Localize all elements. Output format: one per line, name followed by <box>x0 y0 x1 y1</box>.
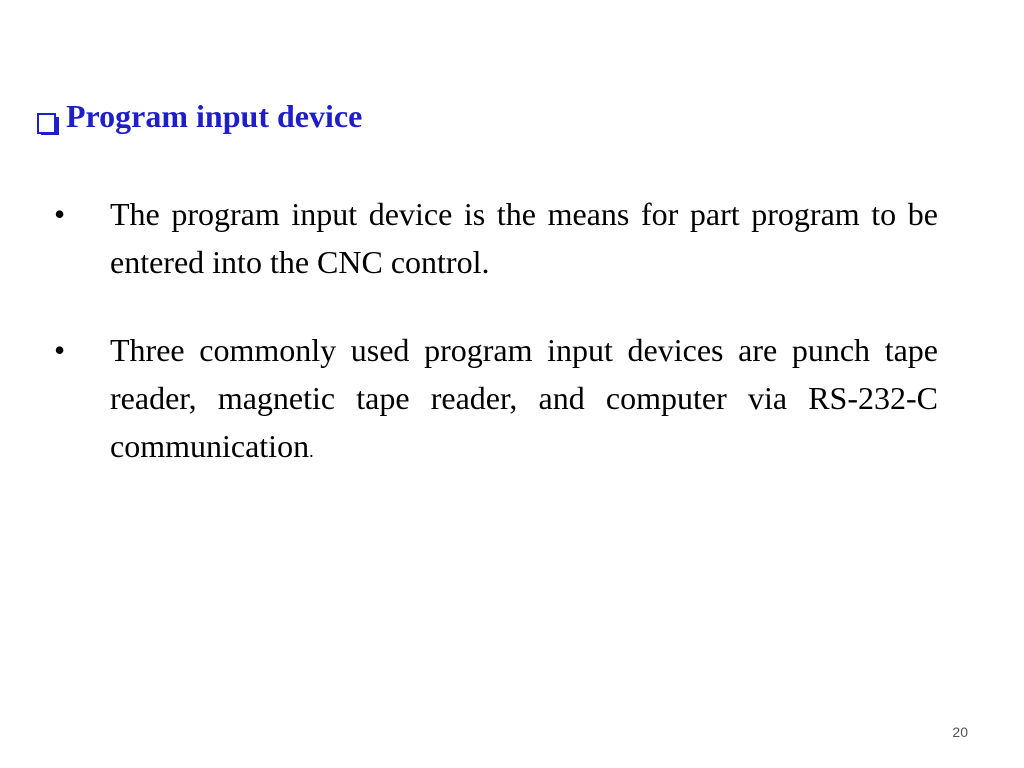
slide-heading <box>36 96 362 136</box>
bullet-marker: • <box>54 332 66 368</box>
bullet-text-wrapper <box>110 326 938 475</box>
bullet-trailing-period: . <box>309 441 314 461</box>
checkbox-icon <box>36 105 60 129</box>
bullet-text: Three commonly used program input devices are punch tape reader, magnetic tape reader, and computer via RS-232-C communication <box>110 332 938 464</box>
bullet-list <box>52 190 938 515</box>
checkbox-icon-graphic <box>36 112 60 136</box>
bullet-item-input-device <box>52 190 938 286</box>
bullet-marker: • <box>54 196 66 232</box>
page-number: 20 <box>952 724 968 740</box>
heading-title: Program input device <box>66 98 363 134</box>
bullet-text: The program input device is the means for part program to be entered into the CNC control. <box>110 196 938 280</box>
bullet-item-input-devices-list <box>52 326 938 475</box>
